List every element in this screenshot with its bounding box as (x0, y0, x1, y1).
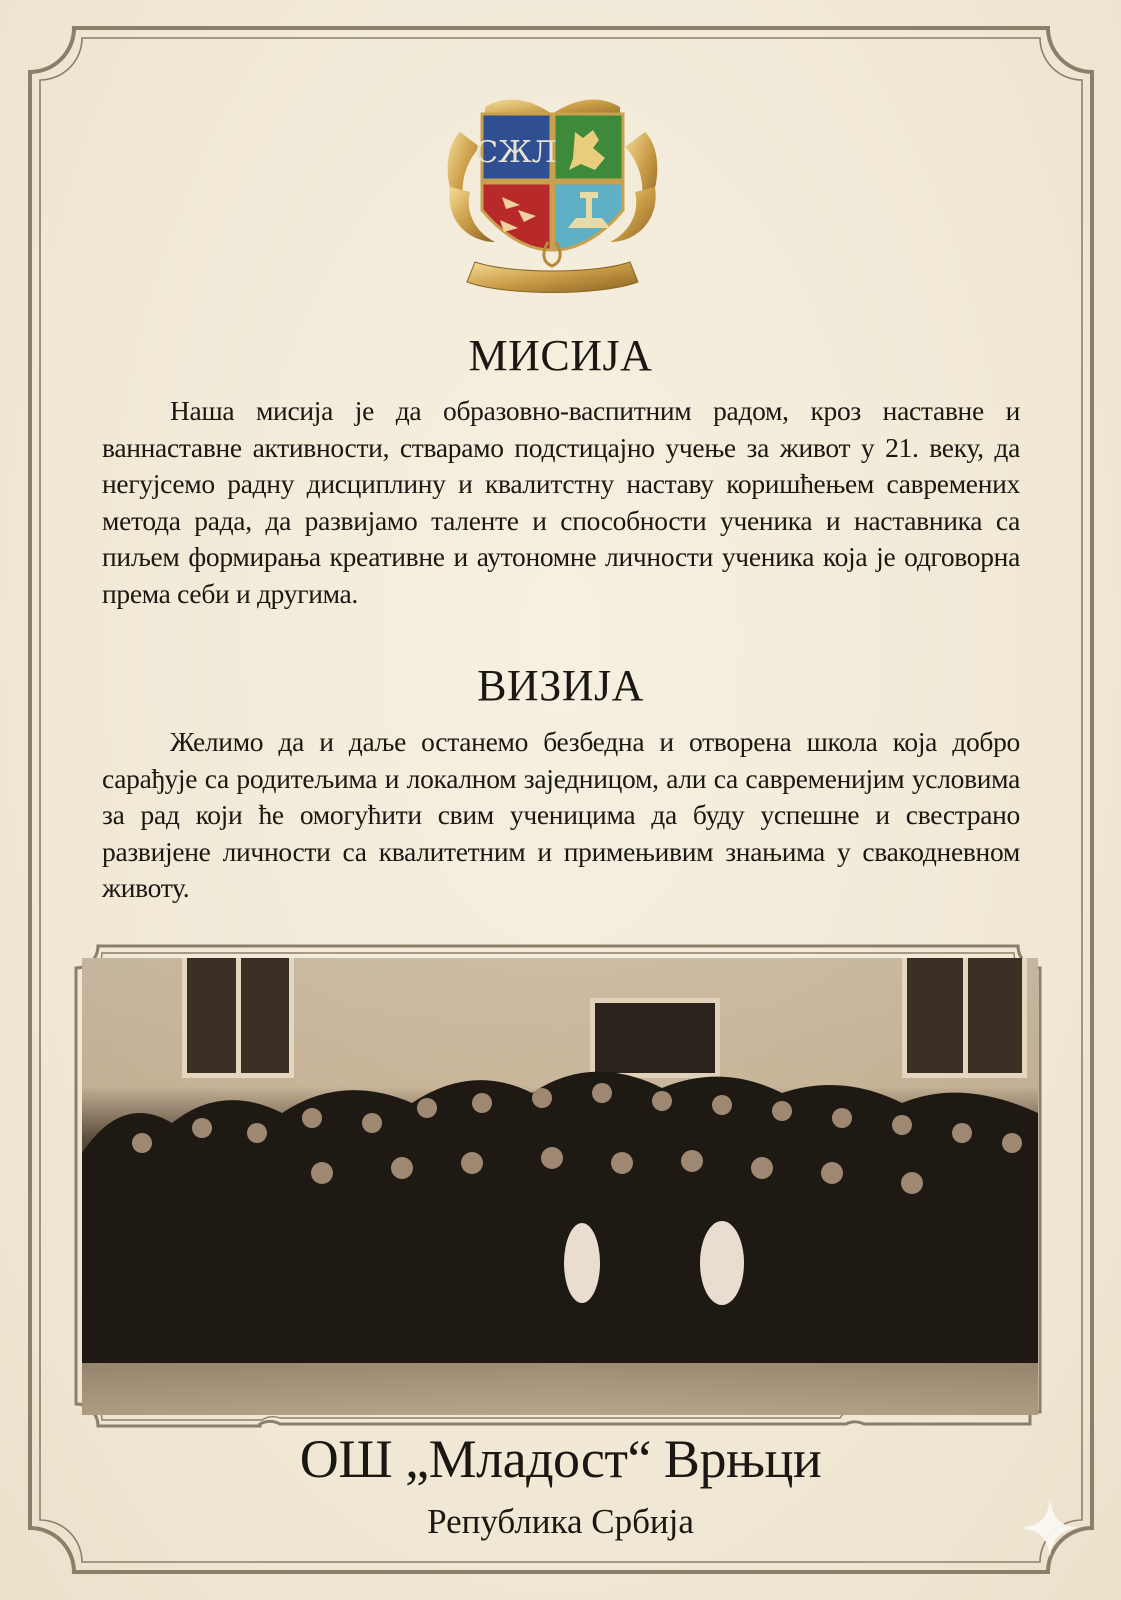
sparkle-icon (1019, 1497, 1081, 1559)
school-crest-icon (440, 92, 665, 307)
mission-text: Наша мисија је да образовно-васпитним радом, кроз наставне и ваннаставне активности, стварамо подстицајно учење за живот у 21. веку, да негујсемо радну дисциплину и квалитстну наставу коришћењем савремених метода рада, да развијамо таленте и способности ученика и наставника са пиљем формирања креативне и аутономне личности ученика која је одговорна према себи и другима. (102, 395, 1020, 609)
country-name: Република Србија (427, 1502, 694, 1541)
mission-heading: МИСИЈА (468, 331, 653, 380)
school-name: ОШ „Младост“ Врњци (299, 1429, 822, 1489)
crowd-of-people (82, 1033, 1038, 1363)
historic-group-photo (82, 958, 1038, 1415)
vision-text: Желимо да и даље останемо безбедна и отворена школа која добро сарађује са родитељима и локалном заједницом, али са савременијим условима за рад који ће омогућити свим ученицима да буду успешне и свестрано развијене личности са квалитетним и примењивим знањима у свакодневном животу. (102, 726, 1020, 903)
svg-text:СЖЛ: СЖЛ (475, 135, 557, 170)
vision-heading: ВИЗИЈА (477, 661, 644, 710)
quadrant-red (482, 183, 551, 250)
